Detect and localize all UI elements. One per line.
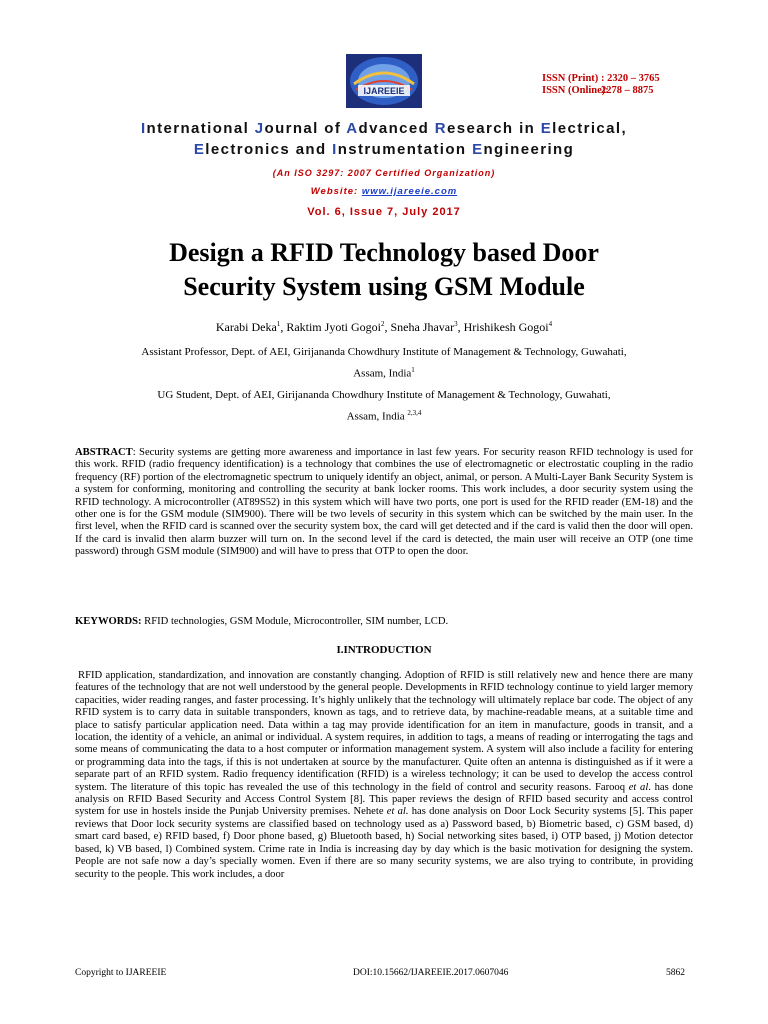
author-sup: 1	[276, 320, 281, 328]
website-link[interactable]: www.ijareeie.com	[361, 186, 458, 197]
section-heading: I.INTRODUCTION	[336, 644, 432, 656]
author-list: Karabi Deka$^1$, Raktim Jyoti Gogoi$^2$, Sneha Jhavar$^3$, Hrishikesh Gogoi$^4$	[215, 320, 553, 334]
abstract-label: ABSTRACT	[75, 447, 133, 458]
paper-title-line1: Design a RFID Technology based Door	[169, 238, 599, 267]
introduction-body	[75, 670, 693, 881]
paper-title-line2: Security System using GSM Module	[183, 272, 585, 301]
affiliation-2-cont	[0, 409, 768, 423]
jt-part: E	[193, 141, 206, 158]
website-line	[0, 186, 768, 197]
journal-title-line1	[0, 120, 768, 137]
jt-part: ournal of	[264, 120, 347, 137]
issn-block	[542, 73, 660, 97]
footer-doi: DOI:10.15662/IJAREEIE.2017.0607046	[353, 968, 509, 978]
intro-text: has done analysis on Door Lock Security systems [5]. This paper reviews that Door lock security systems are classified based on technology used as a) Password based, b) Biometric based, c) GSM based, d) smart card based, e) RFID based, f) Door phone based, g) Bluetooth based, h) Social networking sites based, i) OTP based, j) Motion detector based, k) VB based, l) Combined system. Crime rate in India is increasing day by day which is the basic motivation for designing the system. People are not safe now a day’s specially women. Even if there are so many security systems, we are also trying to contribute, in providing security to the people. This work includes, a door	[75, 806, 693, 880]
volume-issue: Vol. 6, Issue 7, July 2017	[307, 206, 461, 218]
intro-text: RFID application, standardization, and innovation are constantly changing. Adoption of RFID is still relatively new and hence there are many features of the technology that are not well understood by the general people. Developments in RFID technology continue to yield larger memory capacities, wider reading ranges, and faster processing. It’s highly unlikely that the technology will ultimately replace bar code. The object of any RFID system is to carry data in suitable transponders, known as tags, and to retrieve data, by machine-readable means, at a suitable time and place to satisfy particular application need. Data within a tag may provide identification for an item in manufacture, goods in transit, and a location, the identity of a vehicle, an animal or individual. A system requires, in addition to tags, a means of reading or interrogating the tags and some means of communicating the data to a host computer or information management system. A system will also include a facility for entering or programming data into the tags, if this is not undertaken at source by the manufacturer. Quite often an antenna is distinguished as if it were a separate part of an RFID system. Radio frequency identification (RFID) is a wireless technology; it can be used to develop the access control system. The literature of this topic has revealed the use of this technology in the field of control and security reasons. Farooq	[75, 670, 693, 793]
jt-part: ngineering	[483, 141, 575, 158]
aff1-place: Assam, India	[353, 367, 412, 380]
aff2-sup: 2,3,4	[407, 409, 422, 417]
affiliation-1-cont	[0, 366, 768, 380]
intro-italic: et al	[628, 781, 649, 793]
intro-text: . has done analysis on RFID Based Security and Access Control System [8]. This paper reviews the design of RFID based security and access control system for use in hostels inside the Punjab University premises. Nehete	[75, 781, 693, 818]
keywords	[75, 616, 693, 627]
jt-part: dvanced	[358, 120, 435, 137]
journal-title-line2	[0, 141, 768, 158]
issn-online-label: ISSN (Online):	[542, 85, 609, 96]
jt-part: A	[346, 120, 359, 137]
issn-print-label: ISSN (Print)	[542, 73, 599, 84]
abstract	[75, 447, 693, 559]
author-name: Karabi Deka	[215, 320, 277, 334]
paper-title	[0, 236, 768, 304]
author-sup: 4	[548, 320, 553, 328]
keywords-text: RFID technologies, GSM Module, Microcontroller, SIM number, LCD.	[141, 616, 449, 627]
issn-print-value: : 2320 – 3765	[601, 73, 660, 84]
footer-page-number: 5862	[666, 968, 685, 978]
issn-online-value: 2278 – 8875	[601, 85, 654, 96]
jt-part: lectrical,	[552, 120, 628, 137]
author-name: Hrishikesh Gogoi	[463, 320, 549, 334]
affiliation-1: Assistant Professor, Dept. of AEI, Girijananda Chowdhury Institute of Management & Technology, Guwahati,	[141, 346, 627, 358]
jt-part: lectronics and	[205, 141, 333, 158]
author-name: Raktim Jyoti Gogoi	[286, 320, 381, 334]
jt-part: I	[332, 141, 338, 158]
affiliation-2: UG Student, Dept. of AEI, Girijananda Chowdhury Institute of Management & Technology, Guwahati,	[157, 389, 611, 401]
jt-part: E	[472, 141, 484, 158]
author-sup: 3	[454, 320, 458, 328]
journal-logo	[346, 54, 422, 108]
issn-online	[542, 85, 660, 97]
jt-part: esearch in	[446, 120, 541, 137]
jt-part: J	[254, 120, 265, 137]
jt-part: I	[140, 120, 147, 137]
keywords-label: KEYWORDS:	[75, 616, 142, 627]
footer-copyright: Copyright to IJAREEIE	[75, 968, 167, 978]
author-sup: 2	[380, 320, 385, 328]
aff1-sup: 1	[411, 366, 415, 374]
jt-part: nternational	[146, 120, 255, 137]
issn-print	[542, 73, 660, 85]
logo-text: IJAREEIE	[363, 86, 405, 96]
jt-part: R	[434, 120, 447, 137]
website-label: Website:	[310, 186, 362, 197]
jt-part: nstrumentation	[337, 141, 473, 158]
aff2-place: Assam, India	[346, 410, 408, 423]
intro-italic: et al.	[386, 806, 409, 818]
abstract-text: : Security systems are getting more awareness and importance in last few years. For security reason RFID technology is used for this work. RFID (radio frequency identification) is a technology that combines the use of electromagnetic or electrostatic coupling in the radio frequency (RF) portion of the electromagnetic spectrum to uniquely identify an object, animal, or person. A Multi-Layer Bank Security System is a system for conforming, monitoring and controlling the security at bank locker rooms. This work includes, a door security system using the RFID technology. A microcontroller (AT89S52) in this system which will have two ports, one port is used for the RFID reader (EM-18) and the other one is for the GSM module (SIM900). There will be two levels of security in this system which can be switched by the main user. In the first level, when the RFID card is scanned over the security system box, the card will get detected and if the card is valid then the door will open. If the card is invalid then alarm buzzer will turn on. In the second level if the card is detected, the main user will receive an OTP (one time password) through GSM module (SIM900) and will have to press that OTP to open the door.	[75, 447, 693, 558]
jt-part: E	[540, 120, 553, 137]
author-name: Sneha Jhavar	[390, 320, 455, 334]
iso-certification: (An ISO 3297: 2007 Certified Organization)	[272, 168, 496, 178]
